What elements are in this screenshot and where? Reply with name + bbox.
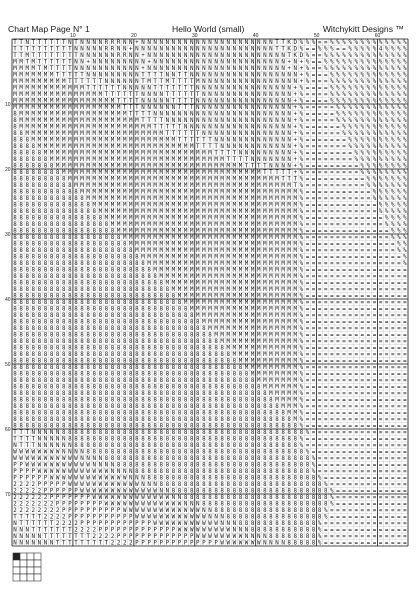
- symbol-row: 8888888888888888888888888888888888888888MMMMMMM%=================: [13, 378, 407, 385]
- symbol-row: 88888888888888888MMMMMMMMMMMMMMMMMMMMMMMMMMMMMM%==============%%%: [13, 228, 407, 235]
- symbol-row: 88888MMMMMMMMMMMMMMMMMMMMMMMMMMMMTTTTNNNNNNNNN+%========%%%%%%%%%: [13, 150, 407, 157]
- page-index-cell: [27, 560, 34, 567]
- symbol-row: 8888888888888888888888888888888888MMMMMMMMMMMMM%=================: [13, 339, 407, 346]
- symbol-row: MMMMMMMMMTTTTTTNNNNNNTMTTMTTTTMNNNNNNNNNNNNNNNN+%===%%%%%%%%%%%%%: [13, 79, 407, 86]
- symbol-row: 888888888888888888888888888MMMMMMMMMMMMMMMMMMMM%=================: [13, 293, 407, 300]
- page-index-cell: [27, 553, 34, 560]
- page-index-cell: [34, 567, 41, 574]
- page-index-cell: [13, 574, 20, 581]
- symbol-row: 88888888888888888888888888888888888888MMMMMMMMM%=================: [13, 365, 407, 372]
- symbol-row: 8888888888888888888888888MMMMMMMMMMMMMMMMMMMMMM%=================: [13, 280, 407, 287]
- symbol-row: TTTTTTTTTTNNNNNRRNN+NNNNNNNNNNNNNNNNNNNNNNNTTKD%==%%%==%%%%%4%%%%: [13, 46, 407, 53]
- row-number: 10: [4, 101, 11, 108]
- page-index-cell: [20, 574, 27, 581]
- page-index-cell: [34, 560, 41, 567]
- symbol-row: 22222222PPPPPPPPPPWWWWWWWWWWWWWNN888888888888888888%=============: [13, 508, 407, 515]
- pattern-name: Hello World (small): [172, 24, 245, 34]
- symbol-row: 88888888888888888888MMMMMMMMMMMMMMMMMMMMMMMMMMM%===============%%: [13, 248, 407, 255]
- symbol-row: 22222PPPPPPWWWWWWWWWWWWWNN88888888888888888888888888%============: [13, 488, 407, 495]
- symbol-row: 88888888888888888888888888888888888MMMMMMMMMMMM%=================: [13, 345, 407, 352]
- chart-page-title: Chart Map Page N° 1: [8, 24, 90, 34]
- row-number: 30: [4, 231, 11, 238]
- symbol-row: 8MMMMMMMMMMMMMMMMMMTTTTNNNNNNNNNNNNNNNNNNNNNNN+%=====%%%%%%%%%%%%: [13, 111, 407, 118]
- symbol-row: TTMTTTTTTTTNNNNNNRRNN+NNNNNNNNNNNNNNNNNNNNNNNTKD%==%%%%%%%%%%%%%%: [13, 53, 407, 60]
- symbol-row: 888888888888MMMMMMMMMMMMMMMMMMMMMMMMMMMMMMMMMMM%===========%%%%%%: [13, 196, 407, 203]
- symbol-row: TTTTT2222PPPPPPPPPPPWWWWWWWWWWWWNNN8888888888888888%=============: [13, 514, 407, 521]
- row-number: 40: [4, 296, 11, 303]
- symbol-row: 8888MMMMMMMMMMMMMMMMMMMMMMMMMMTTTTNNNNNNNNNNNN+%=======%%%%%%%%%%: [13, 144, 407, 151]
- symbol-row: NNNTTTTTTT2222PPPPPPPPPPPPPWWWWWWWWWNNN88888888888%==============: [13, 527, 407, 534]
- column-number: 30: [191, 33, 198, 39]
- symbol-row: 8MMMMMMMMMMMMMMMMMMMMTTTTNNNNNNNNNNNNNNNNNNNNN+%=====%%%%%%%%%%%%: [13, 118, 407, 125]
- symbol-row: 888888888888888888888888888888888888888888888MM%=================: [13, 410, 407, 417]
- symbol-row: 8888888888888888888888888888888MMMMMMMMMMMMMMMM%=================: [13, 319, 407, 326]
- symbol-row: MMMMMMMMMMMMMMMMMMTTTNNNNNNTTTNNNNNNNNNNNNNNNN+%=====%%%%%%%%%%%%: [13, 105, 407, 112]
- symbol-row: 88888888888888888888888MMMMMMMMMMMMMMMMMMMMMMMM%=================: [13, 267, 407, 274]
- symbol-row: 88888888MMMMMMMMMMMMMMMMMMMMMMMMMMMMMMMMMTTTTT+%=========%%%%%%%%: [13, 170, 407, 177]
- symbol-row: NTTTTTT2222PPPPPPPPPPPPWWWWWWWWWWWNNN8888888888888%==============: [13, 521, 407, 528]
- symbol-row: 88MMMMMMMMMMMMMMMMMMMMMMMTTTTTTNNNNNNNNNNNNNNN+%======%%%%%%%%%%%: [13, 131, 407, 138]
- symbol-row: MMMMMMMMMMMMMMMMMTTTTNNNNNTTTTNNNNNNNNNNNNNNNN+%====%%%%%%%%%%%%%: [13, 98, 407, 105]
- symbol-row: PPWWWWWWWWWWWNNNN88888888888888888888888888888888%===============: [13, 462, 407, 469]
- row-number: 60: [4, 426, 11, 433]
- symbol-row: 2222222PPPPPPPPWWWWWWWWWWWWWNNN888888888888888888888%============: [13, 501, 407, 508]
- symbol-row: 8MMMMMMMMMMMMMMMMMMMMMMTTTTTNNNNNNNNNNNNNNNNNN+%======%%%%%%%%%%%: [13, 124, 407, 131]
- symbol-row: 8888888888888888888888888888888888888888888MMMM%=================: [13, 397, 407, 404]
- column-number: 20: [131, 33, 137, 39]
- page-index-cell: [20, 567, 27, 574]
- symbol-row: 888888888888888888888MMMMMMMMMMMMMMMMMMMMMMMMMM%================%: [13, 254, 407, 261]
- symbol-row: 888888888888888888888888888888888888888MMMMMMMM%=================: [13, 371, 407, 378]
- symbol-row: 88888888888888888888888888888888888888888888888%=================: [13, 423, 407, 430]
- symbol-row: 88888888888888888888888888MMMMMMMMMMMMMMMMMMMMM%=================: [13, 287, 407, 294]
- symbol-row: 888888MMMMMMMMMMMMMMMMMMMMMMMMMMMMMTTTTNNNNNNN+%========%%%%%%%%%: [13, 157, 407, 164]
- symbol-row: 8888888888888888888888MMMMMMMMMMMMMMMMMMMMMMMMM%================%: [13, 261, 407, 268]
- row-number: 50: [4, 361, 11, 368]
- symbol-row: 88888888888MMMMMMMMMMMMMMMMMMMMMMMMMMMMMMMMMMMM%===========%%%%%%: [13, 189, 407, 196]
- symbol-row: MMTMTTTTTTNN+NNNNNNNNN+NNNNNNNNNNNNNNNNNNNNNN+N+%==%%%%%%%%%%%%%%: [13, 59, 407, 66]
- symbol-row: 888888888888888888888888888888888MMMMMMMMMMMMMM%=================: [13, 332, 407, 339]
- row-number: 70: [4, 491, 11, 498]
- page-index-cell: [20, 553, 27, 560]
- symbol-row: 8888888888888888888888888888888888888MMMMMMMMMM%=================: [13, 358, 407, 365]
- symbol-row: 88888888888888MMMMMMMMMMMMMMMMMMMMMMMMMMMMMMMMM%============%%%%%: [13, 209, 407, 216]
- symbol-row: WWWWWWWWNNNN888888888888888888888888888888888888%================: [13, 449, 407, 456]
- symbol-row: 8888888MMMMMMMMMMMMMMMMMMMMMMMMMMMMMMMTTTTNNNN+%=========%%%%%%%%: [13, 163, 407, 170]
- page-index-cell: [27, 567, 34, 574]
- symbol-row: TTTTNNNNN88888888888888888888888888888888888888%=================: [13, 436, 407, 443]
- page-index-cell: [13, 553, 20, 560]
- symbol-row: PPPPWWWWWWWWWWWWNNNN88888888888888888888888888888%===============: [13, 469, 407, 476]
- symbol-row: 8888888888888888888888888888MMMMMMMMMMMMMMMMMMM%=================: [13, 300, 407, 307]
- symbol-row: 8888888888888MMMMMMMMMMMMMMMMMMMMMMMMMMMMMMMMMM%============%%%%%: [13, 202, 407, 209]
- symbol-row: 888888888888888888888888888888888888888888MMMMM%=================: [13, 391, 407, 398]
- page-index-cell: [13, 560, 20, 567]
- symbol-row: MMMMMMMTTTTTNNNNNNNNNTTTTNNTTNNNNNNNNNNNNNNNNNN+%===%%%%%%%%%%%%%: [13, 72, 407, 79]
- symbol-row: PPPPPPWWWWWWWWWWWWWNNN8888888888888888888888888888%==============: [13, 475, 407, 482]
- page-index-cell: [34, 553, 41, 560]
- row-number: 20: [4, 166, 11, 173]
- chart-page-index-grid: [12, 552, 42, 582]
- symbol-row: 888888888MMMMMMMMMMMMMMMMMMMMMMMMMMMMMMMMMMMTTT%==========%%%%%%%: [13, 176, 407, 183]
- symbol-row: 222222PPPPPPPWWWWWWWWWWWWWNN888888888888888888888888%============: [13, 495, 407, 502]
- symbol-row: MMMMTMTTTTNNNNNNNNNNN+NNNNNNNNNNNNNNNNNNNNNNN+N+%==%%%%%%%%%%%%%%: [13, 66, 407, 73]
- pattern-symbols: [13, 40, 407, 547]
- symbol-row: TTNTTTTTTNTNNNNRRRNN+NNNNNNNNNNNNNNNNNNNNNNTTKD%%%==%%%%%%%%%%%%%: [13, 40, 407, 47]
- symbol-row: WWWWWWWWWWWNNNN8888888888888888888888888888888888%===============: [13, 456, 407, 463]
- page-index-cell: [13, 567, 20, 574]
- symbol-row: 888888888888888MMMMMMMMMMMMMMMMMMMMMMMMMMMMMMMM%=============%%%%: [13, 215, 407, 222]
- symbol-row: 8888888888888888MMMMMMMMMMMMMMMMMMMMMMMMMMMMMMM%=============%%%%: [13, 222, 407, 229]
- designer-name: Witchykitt Designs ™: [322, 24, 404, 34]
- symbol-row: 8888888888MMMMMMMMMMMMMMMMMMMMMMMMMMMMMMMMMMMMT%==========%%%%%%%: [13, 183, 407, 190]
- symbol-row: NNNNNTTTTTTTT2222PPPPPPPPPPPPPWWWWWWWWNNNN88888888%==============: [13, 534, 407, 541]
- symbol-row: 8888888888888888888MMMMMMMMMMMMMMMMMMMMMMMMMMMM%===============%%: [13, 241, 407, 248]
- column-number: 40: [252, 33, 259, 39]
- symbol-row: 888888888888888888888888888888888888MMMMMMMMMMM%=================: [13, 352, 407, 359]
- symbol-row: 888888888888888888888888888888MMMMMMMMMMMMMMMMM%=================: [13, 313, 407, 320]
- symbol-row: NNNNNNNTTTTTTTTT2222PPPPPPPPPPPPPPWWWWWWWNNNN88888%==============: [13, 540, 407, 547]
- column-number: 50: [313, 33, 320, 39]
- symbol-row: 888MMMMMMMMMMMMMMMMMMMMMMMMTTTTTTNNNNNNNNNNNNN+%=======%%%%%%%%%%: [13, 137, 407, 144]
- symbol-row: NTTTNNNNNN8888888888888888888888888888888888888%=================: [13, 443, 407, 450]
- symbol-row: 888888888888888888888888MMMMMMMMMMMMMMMMMMMMMMM%=================: [13, 274, 407, 281]
- symbol-row: 88888888888888888888888888888888888888888888MMM%=================: [13, 404, 407, 411]
- symbol-row: TTTNNNNN8888888888888888888888888888888888888888%================: [13, 430, 407, 437]
- symbol-row: 888888888888888888MMMMMMMMMMMMMMMMMMMMMMMMMMMMM%==============%%%: [13, 235, 407, 242]
- symbol-row: 8888888888888888888888888888888888888888888888M%=================: [13, 417, 407, 424]
- symbol-row: 88888888888888888888888888888MMMMMMMMMMMMMMMMMM%=================: [13, 306, 407, 313]
- symbol-row: 88888888888888888888888888888888MMMMMMMMMMMMMMM%=================: [13, 326, 407, 333]
- symbol-row: 88888888888888888888888888888888888888888MMMMMM%=================: [13, 384, 407, 391]
- page-index-cell: [34, 574, 41, 581]
- page-index-cell: [20, 560, 27, 567]
- symbol-row: MMMMMMMMMMMMTTTTTTNNNNNTTTTTTTNNNNNNNNNNNNNNNN+%====%%%%%%%%%%%%%: [13, 85, 407, 92]
- column-number: 10: [70, 33, 76, 39]
- column-number: 60: [374, 33, 381, 39]
- symbol-row: MMMMMMMMMMMMMMMTTTTTTNNNNTTTTTTNNNNNNNNNNNNNNN+%====%%%%%%%%%%%%%: [13, 92, 407, 99]
- symbol-row: 2222PPPPPWWWWWWWWWWWWNNN888888888888888888888888888%=============: [13, 482, 407, 489]
- page-index-cell: [27, 574, 34, 581]
